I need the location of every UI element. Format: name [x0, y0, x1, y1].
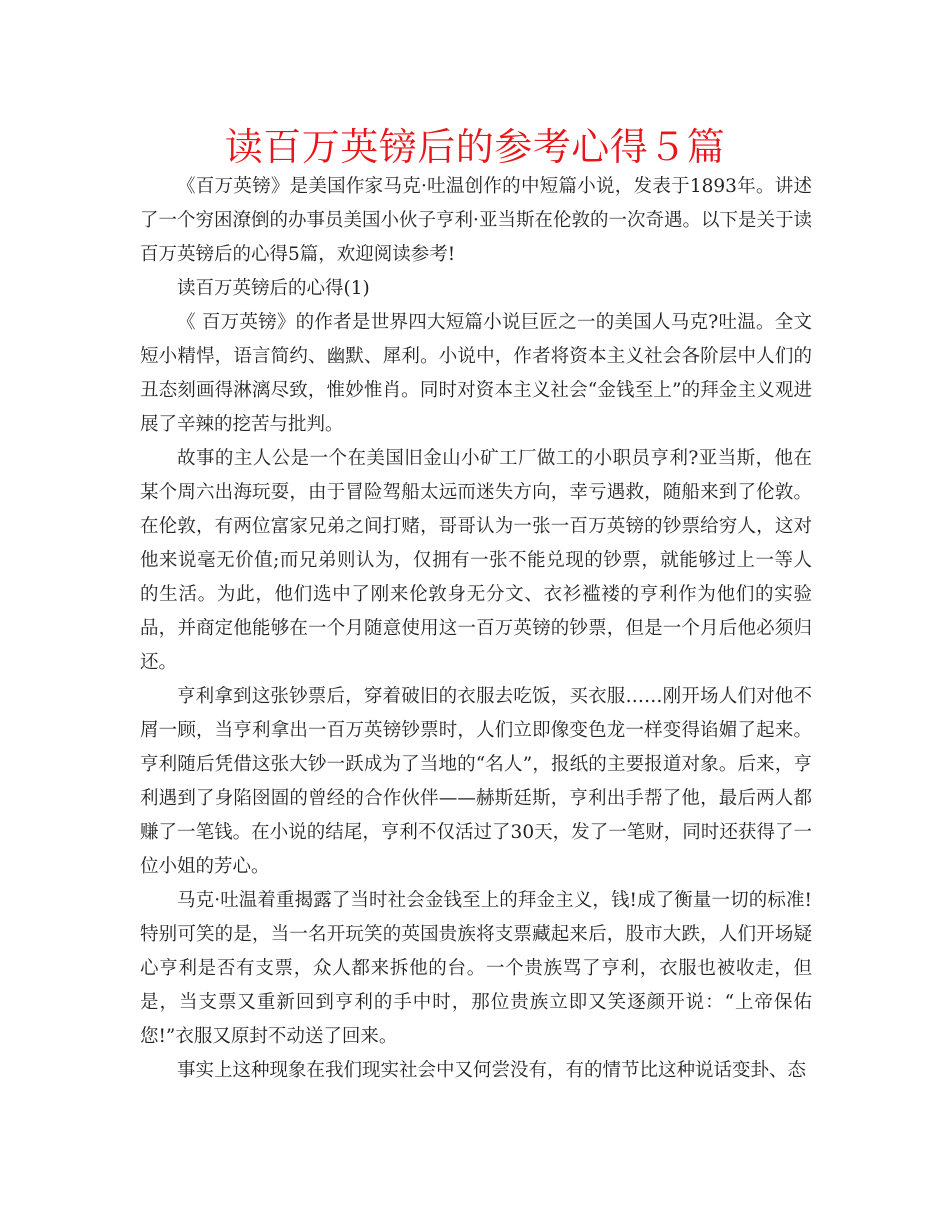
body-paragraph: 事实上这种现象在我们现实社会中又何尝没有，有的情节比这种说话变卦、态	[177, 1060, 807, 1081]
section-heading: 读百万英镑后的心得(1)	[177, 278, 370, 299]
intro-paragraph: 《百万英镑》是美国作家马克·吐温创作的中短篇小说，发表于1893年。讲述了一个穷困潦倒的办事员美国小伙子亨利·亚当斯在伦敦的一次奇遇。以下是关于读百万英镑后的心得5篇，欢迎阅读参考!	[140, 176, 812, 265]
document-body	[140, 170, 812, 1088]
document-title: 读百万英镑后的参考心得５篇	[224, 125, 726, 169]
body-paragraph: 马克·吐温着重揭露了当时社会金钱至上的拜金主义，钱!成了衡量一切的标准!特别可笑的是，当一名开玩笑的英国贵族将支票藏起来后，股市大跌，人们开场疑心亨利是否有支票，众人都来拆他的台。一个贵族骂了亨利，衣服也被收走，但是，当支票又重新回到亨利的手中时，那位贵族立即又笑逐颜开说：“上帝保佑您!”衣服又原封不动送了回来。	[140, 890, 812, 1047]
body-paragraph: 亨利拿到这张钞票后，穿着破旧的衣服去吃饭，买衣服……刚开场人们对他不屑一顾，当亨利拿出一百万英镑钞票时，人们立即像变色龙一样变得谄媚了起来。亨利随后凭借这张大钞一跃成为了当地的“名人”，报纸的主要报道对象。后来，亨利遇到了身陷囹圄的曾经的合作伙伴——赫斯廷斯，亨利出手帮了他，最后两人都赚了一笔钱。在小说的结尾，亨利不仅活过了30天，发了一笔财，同时还获得了一位小姐的芳心。	[140, 686, 812, 877]
body-paragraph: 《 百万英镑》的作者是世界四大短篇小说巨匠之一的美国人马克?吐温。全文短小精悍，语言简约、幽默、犀利。小说中，作者将资本主义社会各阶层中人们的丑态刻画得淋漓尽致，惟妙惟肖。同时对资本主义社会“金钱至上”的拜金主义观进展了辛辣的挖苦与批判。	[140, 312, 812, 435]
body-paragraph: 故事的主人公是一个在美国旧金山小矿工厂做工的小职员亨利?亚当斯，他在某个周六出海玩耍，由于冒险驾船太远而迷失方向，幸亏遇救，随船来到了伦敦。在伦敦，有两位富家兄弟之间打赌，哥哥认为一张一百万英镑的钞票给穷人，这对他来说毫无价值;而兄弟则认为，仅拥有一张不能兑现的钞票，就能够过上一等人的生活。为此，他们选中了刚来伦敦身无分文、衣衫褴褛的亨利作为他们的实验品，并商定他能够在一个月随意使用这一百万英镑的钞票，但是一个月后他必须归还。	[140, 448, 812, 673]
